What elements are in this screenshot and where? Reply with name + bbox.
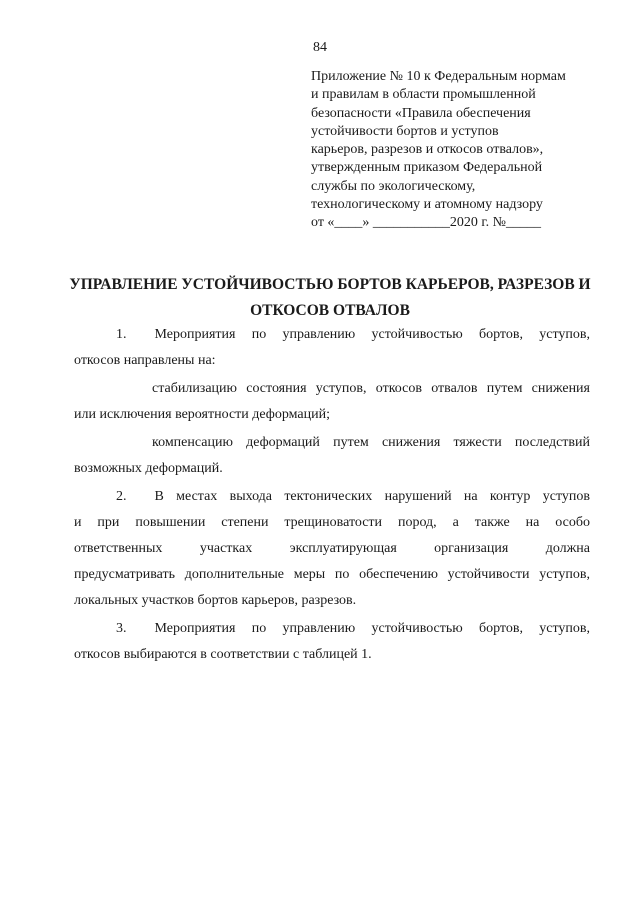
appendix-line: и правилам в области промышленной (311, 87, 536, 103)
appendix-line: безопасности «Правила обеспечения (311, 105, 531, 121)
document-title (60, 272, 600, 324)
page-number: 84 (313, 40, 327, 55)
paragraph-line: локальных участков бортов карьеров, разрезов. (74, 593, 357, 608)
appendix-line: технологическому и атомному надзору (311, 197, 543, 213)
appendix-note (311, 68, 611, 233)
paragraph-line: 1. Мероприятия по управлению устойчивостью бортов, уступов, (116, 327, 590, 342)
paragraph-1a (74, 376, 590, 428)
paragraph-line: компенсацию деформаций путем снижения тяжести последствий (152, 435, 590, 450)
paragraph-line: 3. Мероприятия по управлению устойчивостью бортов, уступов, (116, 621, 590, 636)
paragraph-line: или исключения вероятности деформаций; (74, 407, 330, 422)
paragraph-line: возможных деформаций. (74, 461, 223, 476)
paragraph-line: откосов направлены на: (74, 353, 216, 368)
paragraph-line: откосов выбираются в соответствии с таблицей 1. (74, 647, 372, 662)
appendix-line: устойчивости бортов и уступов (311, 123, 499, 139)
title-line: УПРАВЛЕНИЕ УСТОЙЧИВОСТЬЮ БОРТОВ КАРЬЕРОВ, РАЗРЕЗОВ И (69, 276, 591, 293)
paragraph-1 (74, 322, 590, 374)
paragraph-line: стабилизацию состояния уступов, откосов отвалов путем снижения (152, 381, 590, 396)
document-body (74, 322, 590, 668)
title-line: ОТКОСОВ ОТВАЛОВ (250, 302, 410, 319)
appendix-line: карьеров, разрезов и откосов отвалов», (311, 142, 544, 158)
paragraph-line: 2. В местах выхода тектонических нарушений на контур уступов (116, 489, 590, 504)
appendix-line: службы по экологическому, (311, 178, 476, 194)
appendix-line: от «____» ___________2020 г. №_____ (311, 215, 541, 231)
appendix-line: Приложение № 10 к Федеральным нормам (311, 69, 566, 84)
appendix-line: утвержденным приказом Федеральной (311, 160, 543, 176)
paragraph-2 (74, 484, 590, 614)
paragraph-1b (74, 430, 590, 482)
paragraph-line: предусматривать дополнительные меры по обеспечению устойчивости уступов, (74, 567, 590, 582)
paragraph-line: ответственных участках эксплуатирующая организация должна (74, 541, 590, 556)
paragraph-line: и при повышении степени трещиноватости пород, а также на особо (74, 515, 590, 530)
paragraph-3 (74, 616, 590, 668)
